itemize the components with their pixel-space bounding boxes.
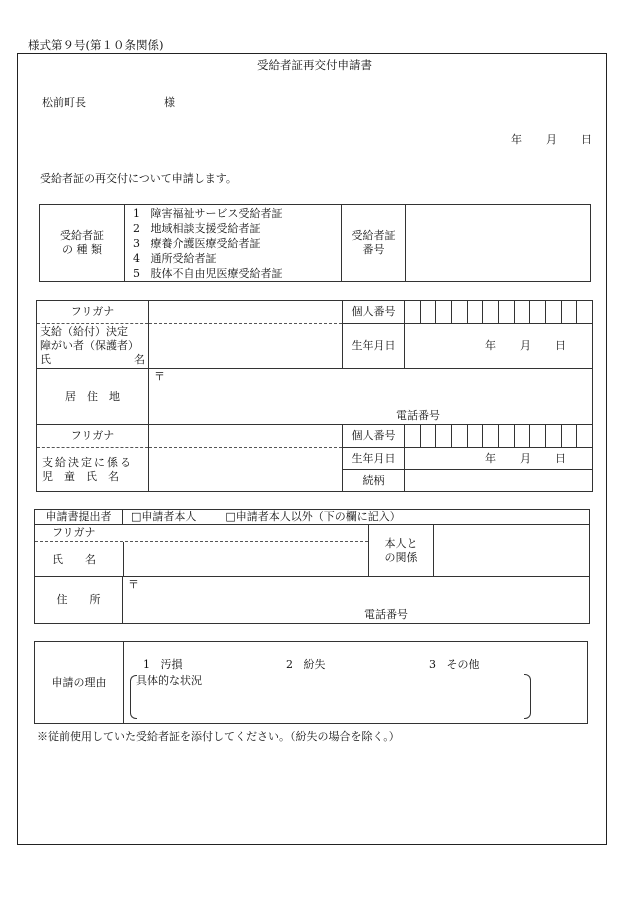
kind-item: 4 通所受給者証 [133,251,217,265]
applicant-birthdate-field[interactable] [405,324,593,369]
digit-cell[interactable] [405,301,420,323]
submitter-furigana-label: フリガナ [52,526,96,539]
postal-mark: 〒 [154,370,165,383]
submitter-name-label: 氏 名 [52,553,96,566]
reason-detail-field[interactable] [138,690,518,716]
reason-option-3[interactable]: 3 その他 [429,658,480,671]
digit-cell[interactable] [514,301,530,323]
child-label-line2: 児 童 氏 名 [42,469,119,483]
child-name-label [37,448,149,492]
reason-table [34,641,588,724]
digit-cell[interactable] [498,425,514,447]
birth-day: 日 [555,339,566,352]
applicant-name-field[interactable] [149,324,343,369]
intro-text: 受給者証の再交付について申請します。 [40,172,237,185]
child-furigana-label: フリガナ [37,425,149,448]
kind-item: 2 地域相談支援受給者証 [133,221,261,235]
submitter-address-label: 住 所 [35,577,123,624]
submitter-table [34,509,590,624]
digit-cell[interactable] [561,301,577,323]
child-label-line1: 支給決定に係る [42,455,133,469]
birth-year: 年 [485,339,496,352]
reason-option-1[interactable]: 1 汚損 [143,658,183,671]
date-day: 日 [581,133,592,146]
digit-cell[interactable] [498,301,514,323]
certificate-table [39,204,591,282]
reason-content [124,642,588,724]
reason-detail-label: 具体的な状況 [136,674,202,687]
certificate-kind-list [125,205,342,282]
applicant-mynumber-label: 個人番号 [343,301,405,324]
digit-cell[interactable] [467,425,483,447]
number-label-line2: 番号 [362,243,385,256]
applicant-mynumber-grid[interactable] [405,301,593,324]
applicant-furigana-field[interactable] [149,301,343,324]
option-self-checkbox[interactable]: □申請者本人 [131,510,197,523]
child-birth-year: 年 [485,452,496,465]
applicant-furigana-label: フリガナ [37,301,149,324]
certificate-number-field[interactable] [406,205,591,282]
digit-cell[interactable] [467,301,483,323]
digit-cell[interactable] [529,301,545,323]
birth-month: 月 [520,339,531,352]
submitter-name-field[interactable] [124,542,368,576]
digit-cell[interactable] [529,425,545,447]
child-birth-month: 月 [520,452,531,465]
child-mynumber-label: 個人番号 [343,425,405,448]
digit-cell[interactable] [420,301,436,323]
digit-cell[interactable] [420,425,436,447]
reason-label: 申請の理由 [35,642,124,724]
digit-cell[interactable] [514,425,530,447]
digit-cell[interactable] [576,425,592,447]
date-year: 年 [511,133,522,146]
digit-cell[interactable] [482,301,498,323]
kind-label-line1: 受給者証 [60,229,104,242]
name-label-line2: 障がい者（保護者） [40,339,139,352]
applicant-phone-label: 電話番号 [396,409,440,422]
applicant-address-field[interactable] [149,369,593,425]
digit-cell[interactable] [576,301,592,323]
relation-line2: の関係 [384,550,418,564]
submitter-relation-field[interactable] [434,525,590,577]
kind-label-line2: の 種 類 [62,243,102,256]
submitter-phone-label: 電話番号 [364,608,408,621]
child-birthdate-label: 生年月日 [343,448,405,470]
child-furigana-field[interactable] [149,425,343,448]
digit-cell[interactable] [482,425,498,447]
submitter-furigana-row [35,525,368,542]
digit-cell[interactable] [545,301,561,323]
attachment-note: ※従前使用していた受給者証を添付してください。（紛失の場合を除く。） [37,730,400,743]
kind-item: 3 療養介護医療受給者証 [133,236,261,250]
applicant-address-label: 居 住 地 [37,369,149,425]
child-birthdate-field[interactable] [405,448,593,470]
submitter-label: 申請書提出者 [35,510,123,525]
child-mynumber-grid[interactable] [405,425,593,448]
form-code: 様式第９号(第１０条関係) [28,38,164,52]
submitter-name-block [35,525,369,577]
child-birth-day: 日 [555,452,566,465]
number-label-line1: 受給者証 [351,229,396,242]
digit-cell[interactable] [451,425,467,447]
form-title: 受給者証再交付申請書 [257,58,372,72]
addressee-name: 松前町長 [42,96,86,109]
applicant-name-label [37,324,149,369]
right-bracket [524,674,531,719]
digit-cell[interactable] [435,301,451,323]
applicant-birthdate-label: 生年月日 [343,324,405,369]
option-other-checkbox[interactable]: □申請者本人以外（下の欄に記入） [225,510,401,523]
kind-item: 1 障害福祉サービス受給者証 [133,206,283,220]
relation-line1: 本人と [384,536,418,550]
name-label-line1: 支給（給付）決定 [40,325,128,338]
digit-cell[interactable] [451,301,467,323]
certificate-number-label [342,205,406,282]
applicant-table [36,300,593,492]
child-relation-field[interactable] [405,470,593,492]
certificate-kind-label [40,205,125,282]
addressee-honorific: 様 [164,96,175,109]
submitter-relation-label [369,525,434,577]
digit-cell[interactable] [435,425,451,447]
submitter-address-field[interactable] [123,577,590,624]
digit-cell[interactable] [405,425,420,447]
name-label-line3: 氏 名 [40,353,145,366]
child-name-field[interactable] [149,448,343,492]
digit-cell[interactable] [545,425,561,447]
reason-option-2[interactable]: 2 紛失 [286,658,326,671]
child-relation-label: 続柄 [343,470,405,492]
kind-item: 5 肢体不自由児医療受給者証 [133,266,283,280]
submitter-postal-mark: 〒 [128,578,139,591]
submitter-options [123,510,590,525]
date-month: 月 [546,133,557,146]
digit-cell[interactable] [561,425,577,447]
